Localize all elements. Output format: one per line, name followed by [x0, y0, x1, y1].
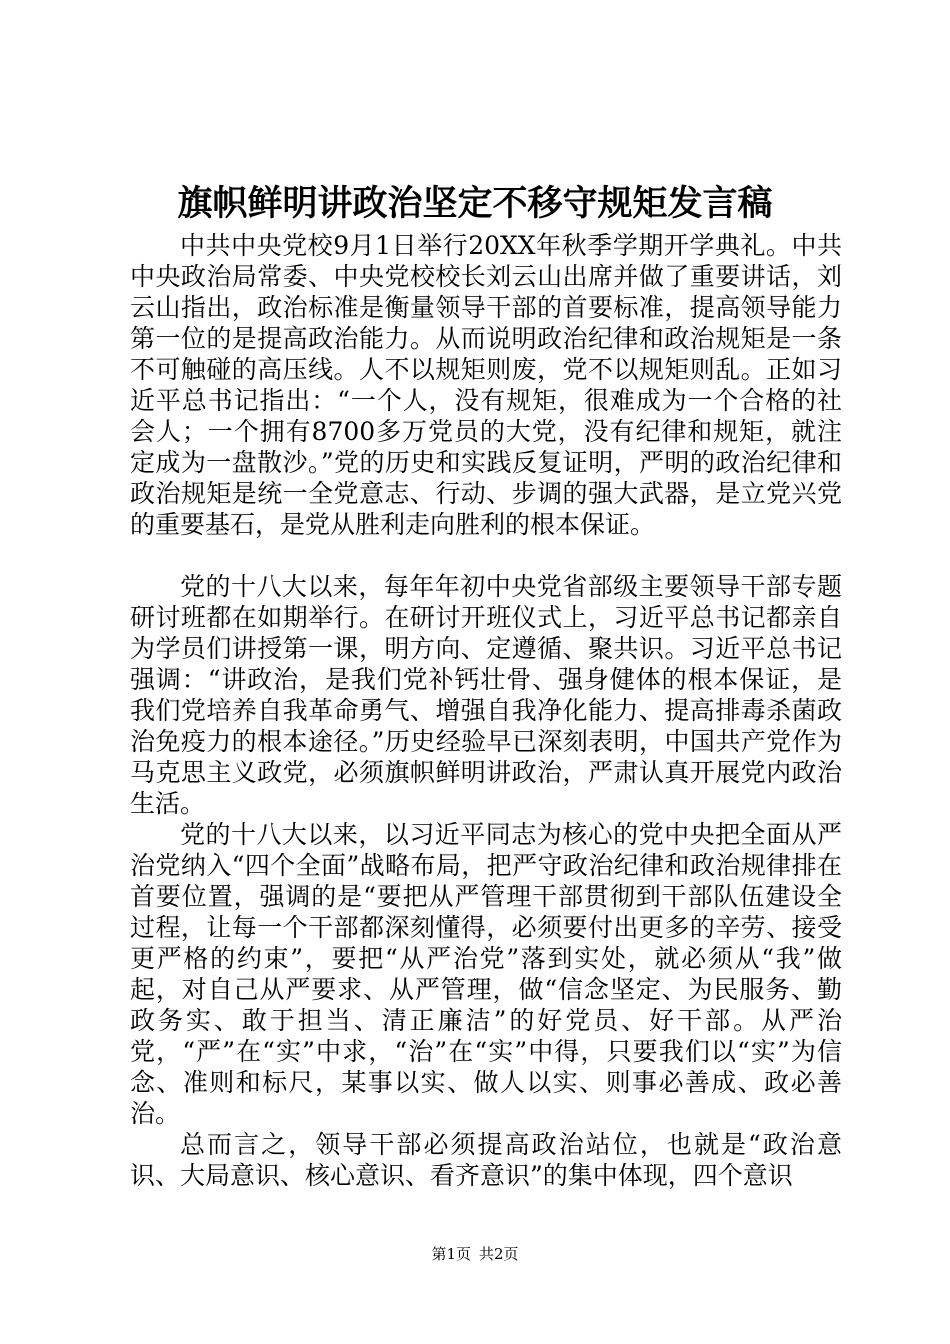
document-body	[130, 230, 842, 1191]
paragraph-4: 总而言之，领导干部必须提高政治站位，也就是“政治意识、大局意识、核心意识、看齐意识”的集中体现，四个意识	[130, 1130, 842, 1190]
page-number-total: 共2页	[479, 1245, 519, 1263]
page-number-current: 第1页	[431, 1245, 471, 1263]
paragraph-2: 党的十八大以来，每年年初中央党省部级主要领导干部专题研讨班都在如期举行。在研讨开班仪式上，习近平总书记都亲自为学员们讲授第一课，明方向、定遵循、聚共识。习近平总书记强调：“讲政治，是我们党补钙壮骨、强身健体的根本保证，是我们党培养自我革命勇气、增强自我净化能力、提高排毒杀菌政治免疫力的根本途径。”历史经验早已深刻表明，中国共产党作为马克思主义政党，必须旗帜鲜明讲政治，严肃认真开展党内政治生活。	[130, 572, 842, 818]
paragraph-1: 中共中央党校9月1日举行20XX年秋季学期开学典礼。中共中央政治局常委、中央党校校长刘云山出席并做了重要讲话，刘云山指出，政治标准是衡量领导干部的首要标准，提高领导能力第一位的是提高政治能力。从而说明政治纪律和政治规矩是一条不可触碰的高压线。人不以规矩则废，党不以规矩则乱。正如习近平总书记指出：“一个人，没有规矩，很难成为一个合格的社会人；一个拥有8700多万党员的大党，没有纪律和规矩，就注定成为一盘散沙。”党的历史和实践反复证明，严明的政治纪律和政治规矩是统一全党意志、行动、步调的强大武器，是立党兴党的重要基石，是党从胜利走向胜利的根本保证。	[130, 231, 842, 539]
paragraph-3: 党的十八大以来，以习近平同志为核心的党中央把全面从严治党纳入“四个全面”战略布局，把严守政治纪律和政治规律排在首要位置，强调的是“要把从严管理干部贯彻到干部队伍建设全过程，让每一个干部都深刻懂得，必须要付出更多的辛劳、接受更严格的约束”，要把“从严治党”落到实处，就必须从“我”做起，对自己从严要求、从严管理，做“信念坚定、为民服务、勤政务实、敢于担当、清正廉洁”的好党员、好干部。从严治党，“严”在“实”中求，“治”在“实”中得，只要我们以“实”为信念、准则和标尺，某事以实、做人以实、则事必善成、政必善治。	[130, 820, 842, 1128]
page-footer	[0, 1244, 950, 1264]
document-title: 旗帜鲜明讲政治坚定不移守规矩发言稿	[177, 183, 773, 224]
